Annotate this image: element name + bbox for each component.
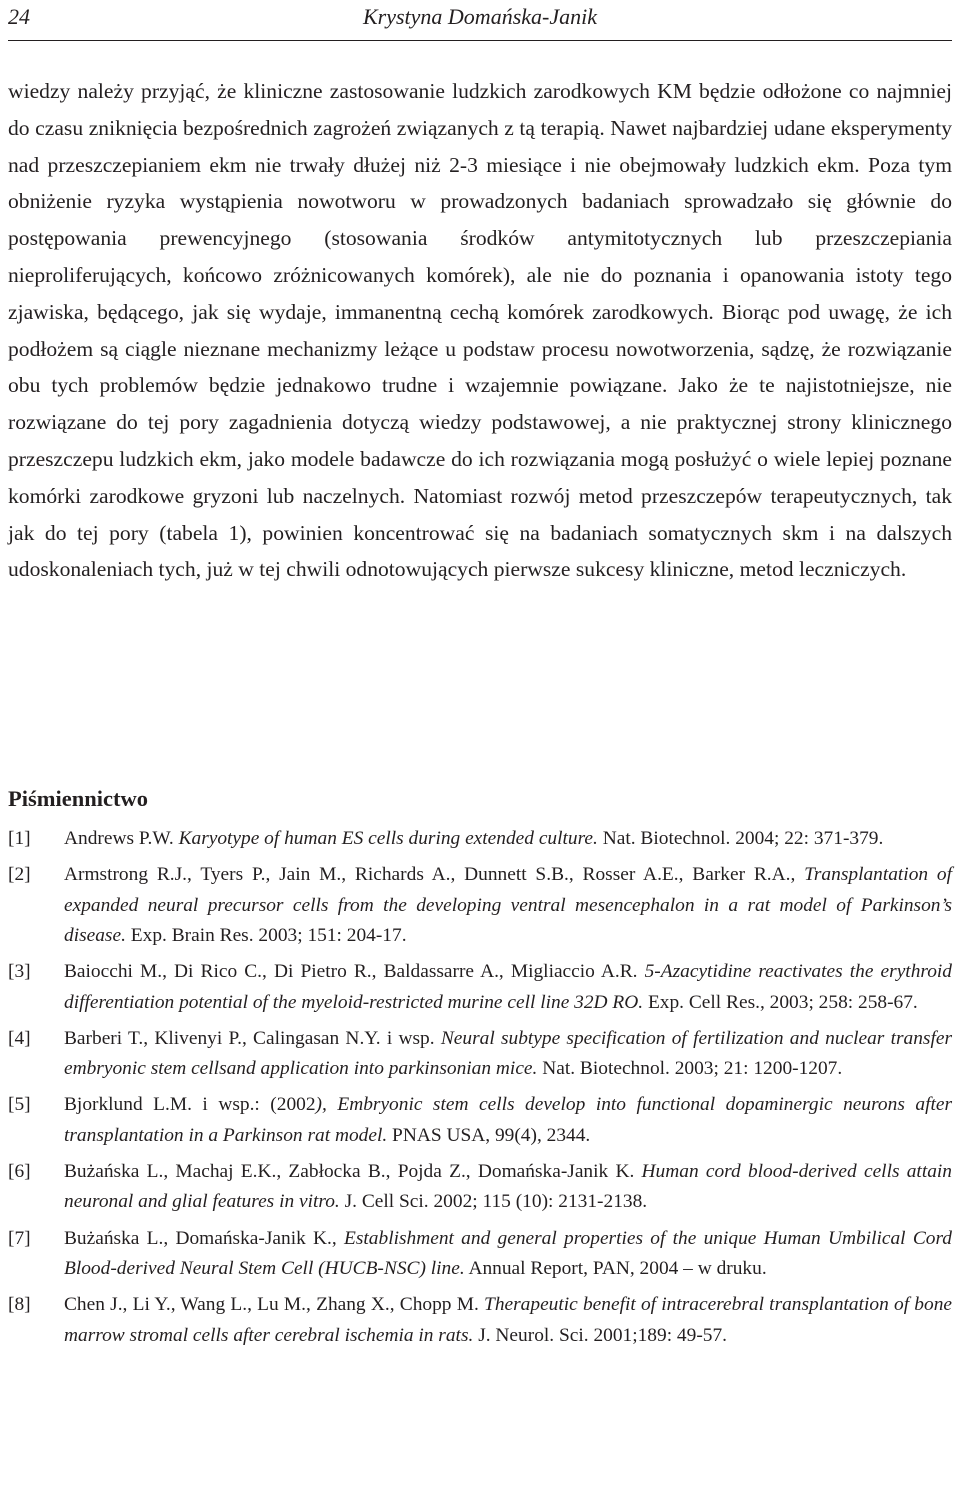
page-number: 24 xyxy=(8,4,30,29)
reference-title: 5-Azacytidine reactivates the erythroid differentiation potential of the myeloid-restricted murine cell line 32D RO. xyxy=(64,961,952,1013)
reference-item xyxy=(8,957,952,1018)
reference-source: Nat. Biotechnol. 2003; 21: 1200-1207. xyxy=(537,1058,843,1080)
reference-number: [4] xyxy=(8,1027,31,1049)
reference-title: Establishment and general properties of the unique Human Umbilical Cord Blood-derived Neural Stem Cell (HUCB-NSC) line. xyxy=(64,1227,952,1280)
reference-title: Therapeutic benefit of intracerebral transplantation of bone marrow stromal cells after cerebral ischemia in rats. xyxy=(64,1294,952,1346)
reference-authors: Bużańska L., Domańska-Janik K., xyxy=(64,1227,345,1249)
reference-authors: Barberi T., Klivenyi P., Calingasan N.Y. i wsp. xyxy=(64,1027,441,1049)
references-heading: Piśmiennictwo xyxy=(8,786,148,811)
reference-number: [1] xyxy=(8,828,31,849)
reference-source: Annual Report, PAN, 2004 – w druku. xyxy=(464,1258,767,1280)
reference-authors: Andrews P.W. xyxy=(64,828,179,849)
reference-number: [8] xyxy=(8,1294,31,1316)
references-list xyxy=(8,824,952,1357)
reference-authors: Bużańska L., Machaj E.K., Zabłocka B., Pojda Z., Domańska-Janik K. xyxy=(64,1160,642,1182)
reference-authors: Baiocchi M., Di Rico C., Di Pietro R., Baldassarre A., Migliaccio A.R. xyxy=(64,961,645,983)
reference-item xyxy=(8,1090,952,1151)
running-header xyxy=(8,0,952,41)
reference-item xyxy=(8,824,952,855)
reference-source: J. Cell Sci. 2002; 115 (10): 2131-2138. xyxy=(339,1191,648,1213)
reference-number: [2] xyxy=(8,864,31,886)
reference-item xyxy=(8,1024,952,1085)
reference-authors: Chen J., Li Y., Wang L., Lu M., Zhang X., Chopp M. xyxy=(64,1294,485,1316)
reference-item xyxy=(8,1290,952,1351)
reference-authors: Bjorklund L.M. i wsp.: (2002 xyxy=(64,1094,316,1116)
reference-text xyxy=(64,1157,952,1218)
reference-source: Nat. Biotechnol. 2004; 22: 371-379. xyxy=(597,828,884,849)
reference-source: J. Neurol. Sci. 2001;189: 49-57. xyxy=(473,1324,728,1346)
reference-source: Exp. Cell Res., 2003; 258: 258-67. xyxy=(643,991,918,1013)
reference-title: Neural subtype specification of fertilization and nuclear transfer embryonic stem cellsand application into parkinsonian mice. xyxy=(64,1027,953,1080)
reference-authors: Armstrong R.J., Tyers P., Jain M., Richards A., Dunnett S.B., Rosser A.E., Barker R.A., xyxy=(64,864,805,886)
reference-number: [7] xyxy=(8,1227,31,1249)
reference-title: ), Embryonic stem cells develop into functional dopaminergic neurons after transplantation in a Parkinson rat model. xyxy=(64,1094,952,1146)
reference-source: Exp. Brain Res. 2003; 151: 204-17. xyxy=(125,925,407,947)
reference-text xyxy=(64,1290,952,1351)
reference-text xyxy=(64,1024,952,1085)
reference-text xyxy=(64,824,952,855)
reference-item xyxy=(8,860,952,952)
running-title: Krystyna Domańska-Janik xyxy=(362,4,597,29)
reference-text xyxy=(64,860,952,952)
reference-number: [3] xyxy=(8,961,31,983)
reference-text xyxy=(64,1090,952,1151)
reference-text xyxy=(64,957,952,1018)
reference-item xyxy=(8,1157,952,1218)
body-paragraph: wiedzy należy przyjąć, że kliniczne zastosowanie ludzkich zarodkowych KM będzie odłożone co najmniej do czasu zniknięcia bezpośrednich zagrożeń związanych z tą terapią. Nawet najbardziej udane eksperymenty nad przeszczepianiem ekm nie trwały dłużej niż 2-3 miesiące i nie obejmowały ludzkich ekm. Poza tym obniżenie ryzyka wystąpienia nowotworu w prowadzonych badaniach sprowadzało się głównie do postępowania prewencyjnego (stosowania środków antymitotycznych lub przeszczepiania nieproliferujących, końcowo zróżnicowanych komórek), ale nie do poznania i opanowania istoty tego zjawiska, będącego, jak się wydaje, immanentną cechą komórek zarodkowych. Biorąc pod uwagę, że ich podłożem są ciągle nieznane mechanizmy leżące u podstaw procesu nowotworzenia, sądzę, że rozwiązanie obu tych problemów będzie jednakowo trudne i wzajemnie powiązane. Jako że te najistotniejsze, nie rozwiązane do tej pory zagadnienia dotyczą wiedzy podstawowej, a nie praktycznej strony klinicznego przeszczepu ludzkich ekm, jako modele badawcze do ich rozwiązania mogą posłużyć o wiele lepiej poznane komórki zarodkowe gryzoni lub naczelnych. Natomiast rozwój metod przeszczepów terapeutycznych, tak jak do tej pory (tabela 1), powinien koncentrować się na badaniach somatycznych skm i na dalszych udoskonaleniach tych, już w tej chwili odnotowujących pierwsze sukcesy kliniczne, metod leczniczych. xyxy=(8,79,952,582)
reference-source: PNAS USA, 99(4), 2344. xyxy=(387,1124,591,1146)
reference-item xyxy=(8,1224,952,1285)
reference-title: Transplantation of expanded neural precursor cells from the developing ventral mesencephalon in a rat model of Parkinson’s disease. xyxy=(64,864,952,947)
reference-text xyxy=(64,1224,952,1285)
reference-title: Human cord blood-derived cells attain neuronal and glial features in vitro. xyxy=(64,1160,952,1213)
reference-number: [6] xyxy=(8,1160,31,1182)
reference-title: Karyotype of human ES cells during extended culture. xyxy=(178,828,598,849)
reference-number: [5] xyxy=(8,1094,31,1116)
